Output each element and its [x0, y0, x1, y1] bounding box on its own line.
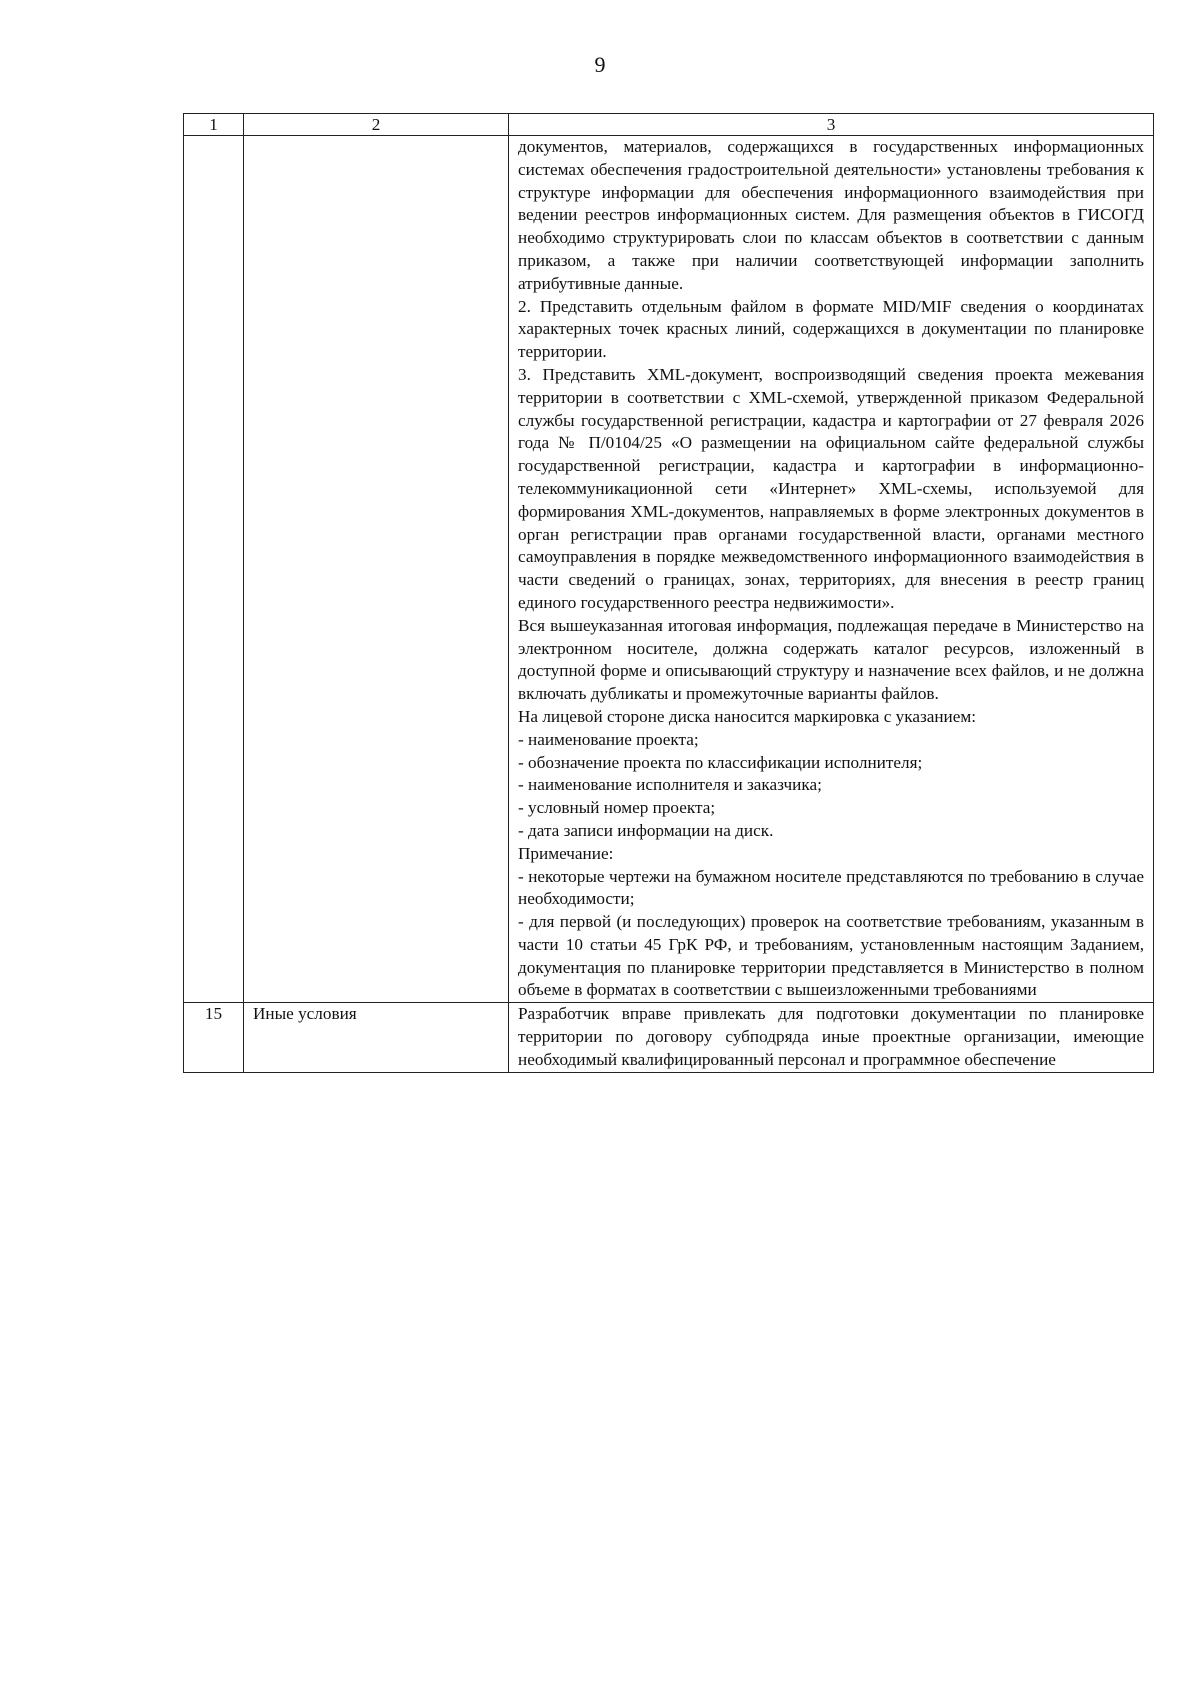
requirements-table: [183, 113, 1154, 1073]
header-col-1: 1: [184, 114, 244, 136]
page-number: 9: [594, 52, 606, 77]
paragraph: документов, материалов, содержащихся в государственных информационных системах обеспечения градостроительной деятельности» установлены требования к структуре информации для обеспечения информационного взаимодействия при ведении реестров информационных систем. Для размещения объектов в ГИСОГД необходимо структурировать слои по классам объектов в соответствии с данным приказом, а также при наличии соответствующей информации заполнить атрибутивные данные.: [518, 137, 1144, 293]
paragraph: На лицевой стороне диска наносится маркировка с указанием:: [518, 706, 977, 726]
header-col-3: 3: [509, 114, 1154, 136]
row-content-cell: [509, 1003, 1154, 1072]
paragraph: - наименование проекта;: [518, 729, 699, 749]
header-col-2: 2: [244, 114, 509, 136]
table-header-row: [184, 114, 1154, 136]
paragraph: 3. Представить XML-документ, воспроизводящий сведения проекта межевания территории в соответствии с XML-схемой, утвержденной приказом Федеральной службы государственной регистрации, кадастра и картографии от 27 февраля 2026 года № П/0104/25 «О размещении на официальном сайте федеральной службы государственной регистрации, кадастра и картографии в информационно-телекоммуникационной сети «Интернет» XML-схемы, используемой для формирования XML-документов, направляемых в форме электронных документов в орган регистрации прав органами государственной власти, органами местного самоуправления в порядке межведомственного информационного взаимодействия в части сведений о границах, зонах, территориях, для внесения в реестр границ единого государственного реестра недвижимости».: [518, 364, 1144, 612]
paragraph: - некоторые чертежи на бумажном носителе представляются по требованию в случае необходимости;: [518, 866, 1144, 909]
table-row-15: [184, 1003, 1154, 1072]
paragraph: - условный номер проекта;: [518, 798, 716, 818]
paragraph: Вся вышеуказанная итоговая информация, подлежащая передаче в Министерство на электронном носителе, должна содержать каталог ресурсов, изложенный в доступной форме и описывающий структуру и назначение всех файлов, и не должна включать дубликаты и промежуточные варианты файлов.: [518, 615, 1144, 704]
paragraph: - для первой (и последующих) проверок на соответствие требованиям, указанным в части 10 статьи 45 ГрК РФ, и требованиям, установленным настоящим Заданием, документация по планировке территории представляется в Министерство в полном объеме в форматах в соответствии с вышеизложенными требованиями: [518, 912, 1144, 1000]
paragraph: - обозначение проекта по классификации исполнителя;: [518, 752, 923, 772]
paragraph: - наименование исполнителя и заказчика;: [518, 775, 822, 795]
row-label-cell: [244, 136, 509, 1003]
row-content-cell: [509, 136, 1154, 1003]
paragraph: 2. Представить отдельным файлом в формате MID/MIF сведения о координатах характерных точек красных линий, содержащихся в документации по планировке территории.: [518, 296, 1144, 362]
row-15-paragraphs: [518, 1003, 1144, 1071]
table-row-continuation: [184, 136, 1154, 1003]
row-number-cell: [184, 136, 244, 1003]
paragraph: - дата записи информации на диск.: [518, 820, 774, 840]
continuation-paragraphs: [518, 136, 1144, 1002]
paragraph: Примечание:: [518, 843, 614, 863]
paragraph: Разработчик вправе привлекать для подготовки документации по планировке территории по договору субподряда иные проектные организации, имеющие необходимый квалифицированный персонал и программное обеспечение: [518, 1004, 1144, 1069]
row-number-cell: 15: [184, 1003, 244, 1072]
row-label-cell: Иные условия: [244, 1003, 509, 1072]
